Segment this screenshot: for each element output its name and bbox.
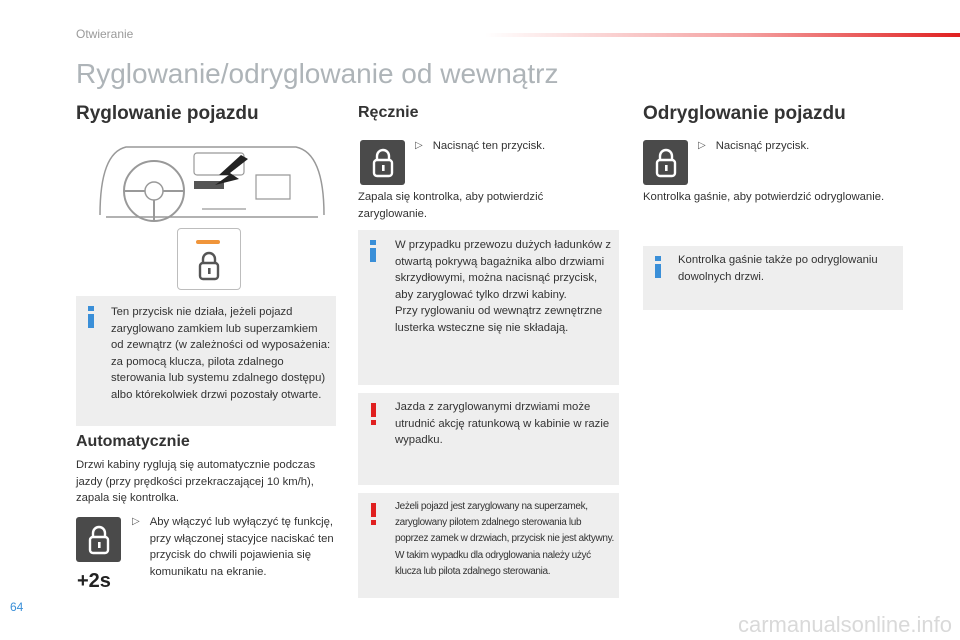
warning-icon [370, 503, 376, 525]
unlock-button-tile [643, 140, 688, 185]
info-box-middle [358, 230, 619, 385]
header-accent-bar [485, 33, 960, 37]
heading-automatic: Automatycznie [76, 433, 190, 450]
auto-bullet [132, 514, 337, 580]
manual-text: Zapala się kontrolka, aby potwierdzić zaryglowanie. [358, 191, 544, 220]
unlock-text: Kontrolka gaśnie, aby potwierdzić odryglowanie. [643, 191, 885, 203]
indicator-light [196, 240, 220, 244]
lock-icon [197, 251, 221, 281]
lock-icon [372, 148, 394, 178]
dashboard-illustration [96, 137, 328, 229]
lock-button-illustration [177, 228, 241, 290]
lock-button-tile [76, 517, 121, 562]
section-label: Otwieranie [76, 27, 134, 41]
auto-bullet-text: Aby włączyć lub wyłączyć tę funkcję, przy włączonej stacyjce naciskać ten przycisk do chwili pojawienia się komunikatu na ekranie. [149, 516, 334, 578]
heading-unlocking: Odryglowanie pojazdu [643, 103, 846, 124]
info-text-middle-1: W przypadku przewozu dużych ładunków z otwartą pokrywą bagażnika albo drzwiami skrzydłowymi, można nacisnąć przycisk, aby zaryglować tylko drzwi kabiny. [395, 239, 611, 301]
info-box-right [643, 246, 903, 310]
info-text-left: Ten przycisk nie działa, jeżeli pojazd zaryglowano zamkiem lub superzamkiem od zewnątrz (w zależności od wyposażenia: za pomocą klucza, pilota zdalnego sterowania lub systemu zdalnego dostępu) albo którekolwiek drzwi pozostały otwarte. [111, 306, 331, 401]
warning-box-1 [358, 393, 619, 485]
hold-badge: +2s [77, 570, 111, 592]
arrow-bullet-icon: ▷ [415, 140, 423, 151]
warning-text-2: Jeżeli pojazd jest zaryglowany na superzamek, zaryglowany pilotem zdalnego sterowania lub poprzez zamek w drzwiach, przycisk nie jest aktywny. W takim wypadku dla odryglowania należy użyć klucza lub pilota zdalnego sterowania. [395, 501, 614, 577]
heading-manual: Ręcznie [358, 104, 419, 121]
arrow-bullet-icon: ▷ [698, 140, 706, 151]
manual-bullet [415, 138, 615, 155]
info-text-middle [395, 237, 617, 336]
info-icon [655, 256, 661, 278]
warning-text-1: Jazda z zaryglowanymi drzwiami może utrudnić akcję ratunkową w kabinie w razie wypadku. [395, 401, 610, 446]
heading-locking: Ryglowanie pojazdu [76, 103, 259, 124]
lock-icon [88, 525, 110, 555]
info-text-middle-2: Przy ryglowaniu od wewnątrz zewnętrzne lusterka wsteczne się nie składają. [395, 305, 603, 334]
unlock-bullet [698, 138, 898, 155]
unlock-bullet-text: Nacisnąć przycisk. [715, 140, 810, 152]
arrow-bullet-icon: ▷ [132, 516, 140, 527]
auto-text: Drzwi kabiny ryglują się automatycznie podczas jazdy (przy prędkości przekraczającej 10 km/h), zapala się kontrolka. [76, 459, 316, 504]
info-icon [88, 306, 94, 328]
lock-button-tile [360, 140, 405, 185]
manual-bullet-text: Nacisnąć ten przycisk. [432, 140, 546, 152]
info-text-right: Kontrolka gaśnie także po odryglowaniu dowolnych drzwi. [678, 254, 878, 283]
page-title: Ryglowanie/odryglowanie od wewnątrz [76, 58, 559, 89]
watermark: carmanualsonline.info [737, 612, 952, 637]
warning-box-2 [358, 493, 619, 598]
info-icon [370, 240, 376, 262]
lock-icon [655, 148, 677, 178]
page-number: 64 [10, 600, 24, 614]
warning-icon [370, 403, 376, 425]
info-box-left [76, 296, 336, 426]
